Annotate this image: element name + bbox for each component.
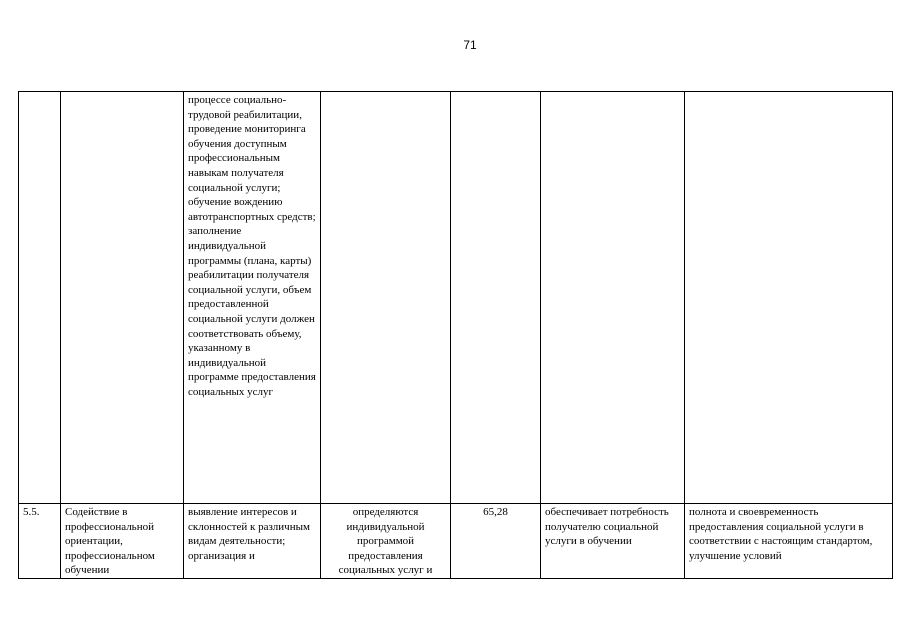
conditions-cell: полнота и своевременность предоставления социальной услуги в соответствии с настоящим стандартом, улучшение условий (685, 504, 893, 579)
row-number-cell: 5.5. (19, 504, 61, 579)
service-terms-cell (321, 92, 451, 504)
quality-indicators-cell (541, 92, 685, 504)
service-terms-cell: определяются индивидуальной программой предоставления социальных услуг и (321, 504, 451, 579)
conditions-cell (685, 92, 893, 504)
page-number: 71 (463, 38, 477, 52)
table-row (19, 92, 893, 504)
row-number-cell (19, 92, 61, 504)
tariff-cell (451, 92, 541, 504)
service-name-cell: Содействие в профессиональной ориентации, профессиональном обучении (61, 504, 184, 579)
service-name-cell (61, 92, 184, 504)
table-row (19, 504, 893, 579)
tariff-cell: 65,28 (451, 504, 541, 579)
quality-indicators-cell: обеспечивает потребность получателю социальной услуги в обучении (541, 504, 685, 579)
services-table (18, 91, 893, 579)
service-description-cell: выявление интересов и склонностей к различным видам деятельности; организация и (184, 504, 321, 579)
service-description-cell: процессе социально-трудовой реабилитации, проведение мониторинга обучения доступным профессиональным навыкам получателя социальной услуги; обучение вождению автотранспортных средств; заполнение индивидуальной программы (плана, карты) реабилитации получателя социальной услуги, объем предоставленной социальной услуги должен соответствовать объему, указанному в индивидуальной программе предоставления социальных услуг (184, 92, 321, 504)
